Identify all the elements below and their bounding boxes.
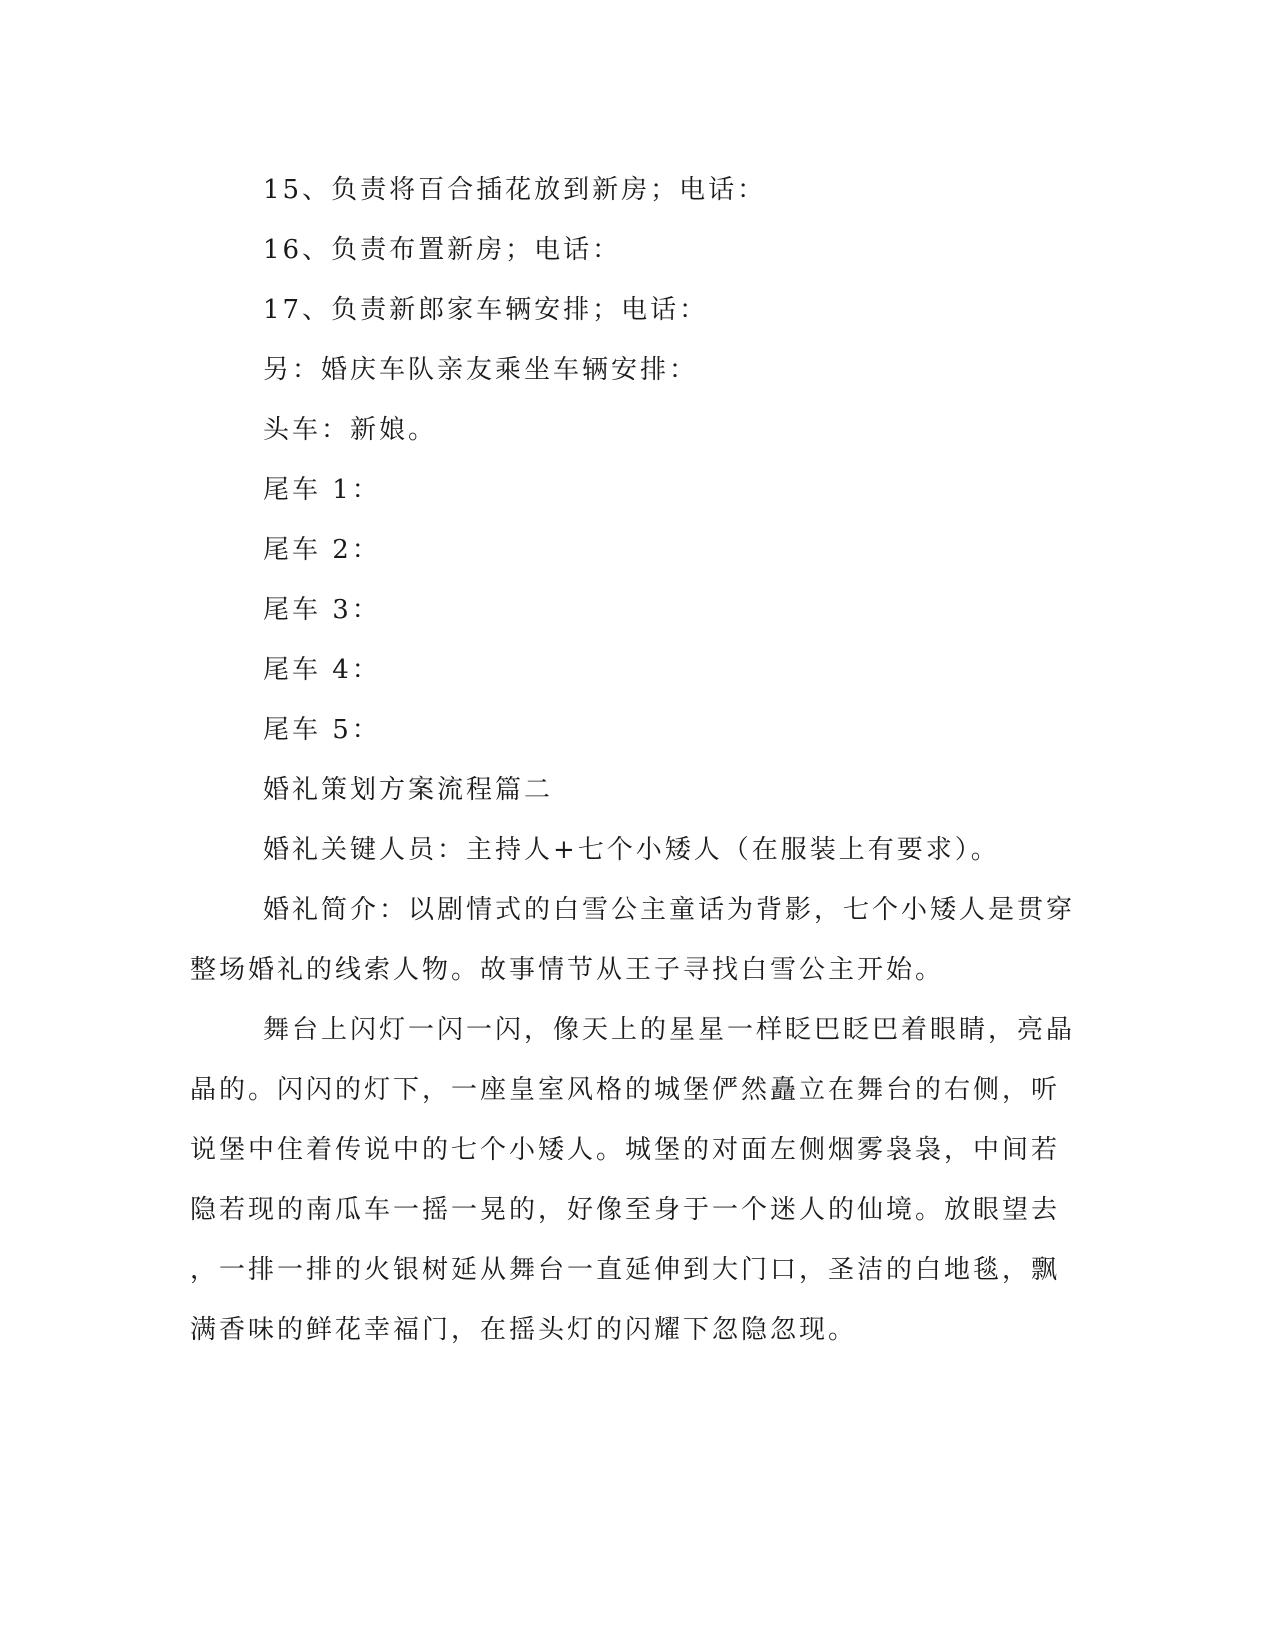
text-line-17: 说堡中住着传说中的七个小矮人。城堡的对面左侧烟雾袅袅，中间若 bbox=[190, 1135, 1061, 1165]
text-line-8: 尾车 3： bbox=[263, 595, 381, 625]
text-line-6: 尾车 1： bbox=[263, 475, 381, 505]
text-line-5: 头车：新娘。 bbox=[263, 415, 438, 445]
text-line-9: 尾车 4： bbox=[263, 655, 381, 685]
text-line-18: 隐若现的南瓜车一摇一晃的，好像至身于一个迷人的仙境。放眼望去 bbox=[190, 1195, 1061, 1225]
text-line-14: 整场婚礼的线索人物。故事情节从王子寻找白雪公主开始。 bbox=[190, 955, 945, 985]
section-heading: 婚礼策划方案流程篇二 bbox=[263, 775, 554, 805]
text-line-12: 婚礼关键人员：主持人+七个小矮人（在服装上有要求）。 bbox=[263, 835, 1000, 865]
text-line-4: 另：婚庆车队亲友乘坐车辆安排： bbox=[263, 355, 699, 385]
text-line-13: 婚礼简介：以剧情式的白雪公主童话为背影，七个小矮人是贯穿 bbox=[263, 895, 1076, 925]
text-line-1: 15、负责将百合插花放到新房；电话： bbox=[263, 175, 767, 205]
text-line-16: 晶的。闪闪的灯下，一座皇室风格的城堡俨然矗立在舞台的右侧，听 bbox=[190, 1075, 1061, 1105]
text-line-3: 17、负责新郎家车辆安排；电话： bbox=[263, 295, 709, 325]
text-line-20: 满香味的鲜花幸福门，在摇头灯的闪耀下忽隐忽现。 bbox=[190, 1315, 858, 1345]
text-line-10: 尾车 5： bbox=[263, 715, 381, 745]
text-line-2: 16、负责布置新房；电话： bbox=[263, 235, 622, 265]
text-line-19: ，一排一排的火银树延从舞台一直延伸到大门口，圣洁的白地毯，飘 bbox=[190, 1255, 1061, 1285]
text-line-15: 舞台上闪灯一闪一闪，像天上的星星一样眨巴眨巴着眼睛，亮晶 bbox=[263, 1015, 1076, 1045]
text-line-7: 尾车 2： bbox=[263, 535, 381, 565]
